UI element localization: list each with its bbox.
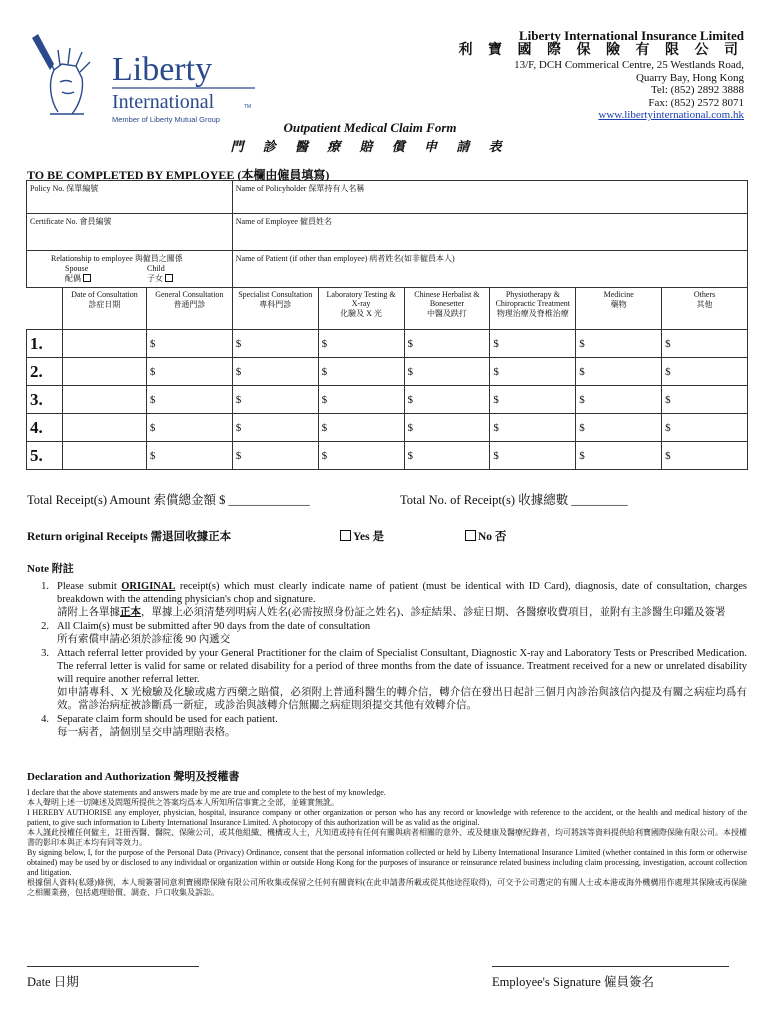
row-number: 1. (27, 330, 63, 358)
patient-name-field[interactable] (232, 251, 747, 288)
total-receipts-field[interactable]: Total No. of Receipt(s) 收據總數 _________ (400, 493, 628, 507)
amount-cell[interactable]: $ (146, 330, 232, 358)
section-heading: TO BE COMPLETED BY EMPLOYEE (本欄由僱員填寫) (27, 168, 330, 182)
claim-row (27, 414, 748, 442)
certificate-no-field[interactable] (27, 214, 233, 251)
date-label: Date 日期 (27, 975, 79, 989)
form-title-en: Outpatient Medical Claim Form (283, 120, 457, 135)
logo-word-liberty: Liberty (112, 51, 213, 88)
column-header-row (27, 288, 748, 330)
note-item: 2. All Claim(s) must be submitted after 90 days from the date of consultation 所有索償申請必須於診症後 90 內遞交 (41, 621, 371, 645)
date-cell[interactable] (62, 442, 146, 470)
no-label: No 否 (478, 531, 507, 543)
date-cell[interactable] (62, 386, 146, 414)
statue-of-liberty-icon (48, 48, 90, 114)
employee-name-field[interactable] (232, 214, 747, 251)
amount-cell[interactable]: $ (318, 386, 404, 414)
certificate-no-label: Certificate No. 會員編號 (30, 217, 112, 226)
amount-cell[interactable]: $ (318, 442, 404, 470)
claim-row (27, 442, 748, 470)
col-specialist-consultation: Specialist Consultation 專科門診 (232, 288, 318, 330)
company-info (459, 30, 745, 122)
yes-checkbox[interactable] (340, 530, 351, 541)
amount-cell[interactable]: $ (146, 442, 232, 470)
logo-member-text: Member of Liberty Mutual Group (112, 115, 220, 124)
company-tel: Tel: (852) 2892 3888 (650, 84, 744, 96)
company-name-en: Liberty International Insurance Limited (519, 28, 744, 43)
no-option[interactable] (465, 528, 506, 544)
row-number: 3. (27, 386, 63, 414)
company-address-line1: 13/F, DCH Commerical Centre, 25 Westlands Road, (514, 59, 744, 71)
torch-icon (32, 34, 54, 70)
amount-cell[interactable]: $ (404, 414, 490, 442)
amount-cell[interactable]: $ (490, 358, 576, 386)
claim-table (26, 180, 748, 470)
amount-cell[interactable]: $ (318, 358, 404, 386)
col-date-consultation: Date of Consultation 診症日期 (62, 288, 146, 330)
amount-cell[interactable]: $ (404, 330, 490, 358)
spouse-option[interactable]: 配偶 (65, 273, 147, 284)
amount-cell[interactable]: $ (318, 330, 404, 358)
declaration-p3-zh: 根據個人資料(私隱)條例，本人現簽署同意利寶國際保險有限公司所收集或保留之任何有關資料(在此申請書所載或從其他途徑取得)，可交予公司選定的有關人士或本港或海外機構用作處理其保險或再保險之相關業務，包括處理賠償、調查、戶口收集及訴訟。 (27, 878, 747, 897)
amount-cell[interactable]: $ (490, 330, 576, 358)
spouse-checkbox[interactable] (83, 274, 91, 282)
logo-tm: TM (244, 104, 252, 110)
patient-name-label: Name of Patient (if other than employee) 病者姓名(如非僱員本人) (235, 254, 455, 263)
spouse-label: Spouse (65, 264, 89, 273)
claim-row (27, 330, 748, 358)
form-title (0, 120, 770, 155)
amount-cell[interactable]: $ (576, 414, 662, 442)
col-chinese-herbalist: Chinese Herbalist & Bonesetter 中醫及跌打 (404, 288, 490, 330)
amount-cell[interactable]: $ (490, 442, 576, 470)
col-general-consultation: General Consultation 普通門診 (146, 288, 232, 330)
policy-no-label: Policy No. 保單編號 (30, 184, 99, 193)
amount-cell[interactable]: $ (232, 330, 318, 358)
amount-cell[interactable]: $ (404, 358, 490, 386)
company-fax: Fax: (852) 2572 8071 (648, 96, 744, 109)
declaration-p1-en: I declare that the above statements and answers made by me are true and complete to the best of my knowledge. (27, 788, 386, 797)
col-laboratory-xray: Laboratory Testing & X-ray 化驗及 X 光 (318, 288, 404, 330)
amount-cell[interactable]: $ (490, 414, 576, 442)
total-amount-field[interactable]: Total Receipt(s) Amount 索償總金額 $ _____________ (27, 493, 310, 507)
company-name-zh: 利 寶 國 際 保 險 有 限 公 司 (458, 42, 744, 58)
amount-cell[interactable]: $ (232, 358, 318, 386)
amount-cell[interactable]: $ (404, 386, 490, 414)
relationship-field (27, 251, 233, 288)
amount-cell[interactable]: $ (232, 386, 318, 414)
amount-cell[interactable]: $ (146, 414, 232, 442)
col-others: Others 其他 (662, 288, 748, 330)
amount-cell[interactable]: $ (576, 330, 662, 358)
amount-cell[interactable]: $ (576, 358, 662, 386)
row-number: 4. (27, 414, 63, 442)
amount-cell[interactable]: $ (576, 386, 662, 414)
note-item: 1. Please submit ORIGINAL receipt(s) which must clearly indicate name of patient (must be identical with ID Card), diagnosis, date of consultation, charges breakdown with the attending physician's chop and signature. 請附上各單據正本，單據上必須清楚列明病人姓名(必需按照身份証之姓名)、診症結果、診症日期、各醫療收費項目，並附有主診醫生印鑑及簽署 (41, 581, 747, 618)
yes-label: Yes 是 (353, 531, 384, 543)
amount-cell[interactable]: $ (232, 442, 318, 470)
amount-cell[interactable]: $ (490, 386, 576, 414)
date-cell[interactable] (62, 414, 146, 442)
claim-row (27, 358, 748, 386)
employee-name-label: Name of Employee 僱員姓名 (235, 217, 332, 226)
declaration-heading: Declaration and Authorization 聲明及授權書 (27, 771, 240, 783)
amount-cell[interactable]: $ (662, 386, 748, 414)
amount-cell[interactable]: $ (146, 386, 232, 414)
form-title-zh: 門 診 醫 療 賠 償 申 請 表 (230, 139, 510, 154)
amount-cell[interactable]: $ (404, 442, 490, 470)
amount-cell[interactable]: $ (576, 442, 662, 470)
declaration-p3-en: By signing below, I, for the purpose of the Personal Data (Privacy) Ordinance, consent that the personal information collected or held by Liberty International Insurance Limited (whether contained in this form or otherwise obtained) may be used by or disclosed to any individual or organization within or outside Hong Kong for the purposes of insurance or reinsurance related business including claim processing, investigation, account collection and litigation. (27, 848, 747, 877)
amount-cell[interactable]: $ (662, 414, 748, 442)
declaration-section (27, 772, 747, 898)
amount-cell[interactable]: $ (318, 414, 404, 442)
declaration-p2-en: I HEREBY AUTHORISE any employer, physician, hospital, insurance company or other organization or person who has any record or knowledge with reference to the accident, or the health and medical history of the patient, to give such information to Liberty International Insurance Limited. A photocopy of this authorization will be as valid as the original. (27, 808, 747, 827)
date-cell[interactable] (62, 358, 146, 386)
return-receipts-label: Return original Receipts 需退回收據正本 (27, 531, 232, 543)
row-number: 5. (27, 442, 63, 470)
no-checkbox[interactable] (465, 530, 476, 541)
child-checkbox[interactable] (165, 274, 173, 282)
policyholder-field[interactable] (232, 181, 747, 214)
date-cell[interactable] (62, 330, 146, 358)
row-number: 2. (27, 358, 63, 386)
amount-cell[interactable]: $ (662, 442, 748, 470)
note-item: 4. Separate claim form should be used for each patient. 每一病者，請個別呈交申請理賠表格。 (41, 714, 278, 738)
amount-cell[interactable]: $ (146, 358, 232, 386)
declaration-p1-zh: 本人聲明上述一切陳述及問題所提供之答案均爲本人所知所信事實之全部，並確實無訛。 (27, 798, 339, 807)
employee-signature-line[interactable] (492, 966, 729, 967)
policy-no-field[interactable] (27, 181, 233, 214)
child-option[interactable]: 子女 (147, 273, 175, 284)
amount-cell[interactable]: $ (232, 414, 318, 442)
company-website-link[interactable]: www.libertyinternational.com.hk (598, 109, 744, 121)
liberty-logo (20, 20, 270, 130)
amount-cell[interactable]: $ (662, 330, 748, 358)
date-signature-line[interactable] (27, 966, 199, 967)
employee-signature-label: Employee's Signature 僱員簽名 (492, 975, 654, 989)
note-heading: Note 附註 (27, 563, 74, 575)
claim-row (27, 386, 748, 414)
policyholder-label: Name of Policyholder 保單持有人名稱 (235, 184, 365, 193)
claim-rows (27, 330, 748, 470)
amount-cell[interactable]: $ (662, 358, 748, 386)
note-item: 3. Attach referral letter provided by your General Practitioner for the claim of Specialist Consultant, Diagnostic X-ray and Laboratory Tests or Prescribed Medication. The referral letter is valid for same or related disability for a period of three months from the date of issuance. Treatment received for a new or unrelated disability will require another referral letter. 如申請專科、X 光檢驗及化驗或處方西藥之賠償，必須附上普通科醫生的轉介信，轉介信在發出日起計三個月內診治與該信內提及有關之病症均爲有效。當診治病症被診斷爲一新症，或診治與該轉介信無關之病症則須提交其他有效轉介信。 (41, 648, 747, 711)
declaration-p2-zh: 本人謹此授權任何僱主，註冊西醫、醫院、保險公司，或其他組織、機構或人士，凡知道或持有任何有關與病者相關的意外、或及健康及醫療紀錄者，均可將該等資料提供給利寶國際保險有限公司。本授權書的影印本與正本均有同等效力。 (27, 828, 747, 847)
logo-word-international: International (112, 91, 215, 113)
relationship-label: Relationship to employee 與僱員之關係 (51, 254, 183, 263)
child-label: Child (147, 264, 165, 273)
notes-section (27, 563, 747, 740)
company-address-line2: Quarry Bay, Hong Kong (635, 71, 744, 84)
col-medicine: Medicine 藥物 (576, 288, 662, 330)
yes-option[interactable] (340, 528, 384, 544)
col-physiotherapy: Physiotherapy & Chiropractic Treatment 物理治療及脊椎治療 (490, 288, 576, 330)
